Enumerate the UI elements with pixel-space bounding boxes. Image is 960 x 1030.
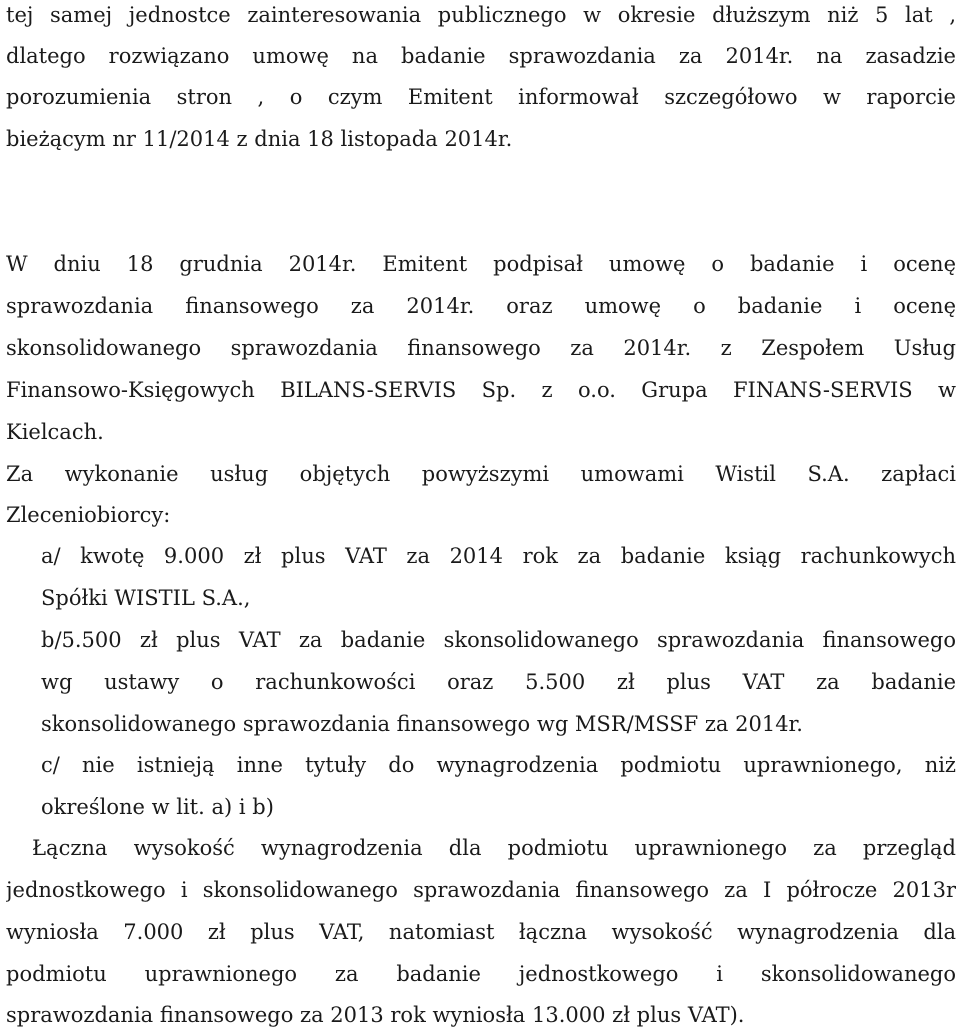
list-item-c: c/ nie istnieją inne tytuły do wynagrodzenia podmiotu uprawnionego, niż (41, 753, 956, 777)
text-line: wyniosła 7.000 zł plus VAT, natomiast łączna wysokość wynagrodzenia dla (6, 920, 956, 944)
list-item-a-cont: Spółki WISTIL S.A., (41, 586, 251, 610)
text-line: bieżącym nr 11/2014 z dnia 18 listopada 2014r. (6, 127, 513, 151)
list-item-b: b/5.500 zł plus VAT za badanie skonsolidowanego sprawozdania finansowego (41, 628, 956, 652)
text-line: skonsolidowanego sprawozdania finansowego za 2014r. z Zespołem Usług (6, 336, 956, 360)
text-line: Łączna wysokość wynagrodzenia dla podmiotu uprawnionego za przegląd (32, 836, 956, 860)
text-line: sprawozdania finansowego za 2014r. oraz umowę o badanie i ocenę (6, 294, 956, 318)
text-line: Kielcach. (6, 420, 104, 444)
list-item-a: a/ kwotę 9.000 zł plus VAT za 2014 rok za badanie ksiąg rachunkowych (41, 544, 956, 568)
text-line: tej samej jednostce zainteresowania publicznego w okresie dłuższym niż 5 lat , (6, 3, 956, 27)
text-line: jednostkowego i skonsolidowanego sprawozdania finansowego za I półrocze 2013r (6, 878, 956, 902)
text-line: W dniu 18 grudnia 2014r. Emitent podpisał umowę o badanie i ocenę (6, 252, 956, 276)
text-line: sprawozdania finansowego za 2013 rok wyniosła 13.000 zł plus VAT). (6, 1003, 745, 1027)
text-line: Za wykonanie usług objętych powyższymi umowami Wistil S.A. zapłaci (6, 462, 956, 486)
list-item-b-cont: wg ustawy o rachunkowości oraz 5.500 zł plus VAT za badanie (41, 670, 956, 694)
text-line: Zleceniobiorcy: (6, 503, 171, 527)
text-line: Finansowo-Księgowych BILANS-SERVIS Sp. z o.o. Grupa FINANS-SERVIS w (6, 378, 956, 402)
list-item-c-cont: określone w lit. a) i b) (41, 795, 274, 819)
text-line: dlatego rozwiązano umowę na badanie sprawozdania za 2014r. na zasadzie (6, 44, 956, 68)
text-line: porozumienia stron , o czym Emitent informował szczegółowo w raporcie (6, 85, 956, 109)
list-item-b-cont: skonsolidowanego sprawozdania finansowego wg MSR/MSSF za 2014r. (41, 712, 803, 736)
text-line: podmiotu uprawnionego za badanie jednostkowego i skonsolidowanego (6, 962, 956, 986)
